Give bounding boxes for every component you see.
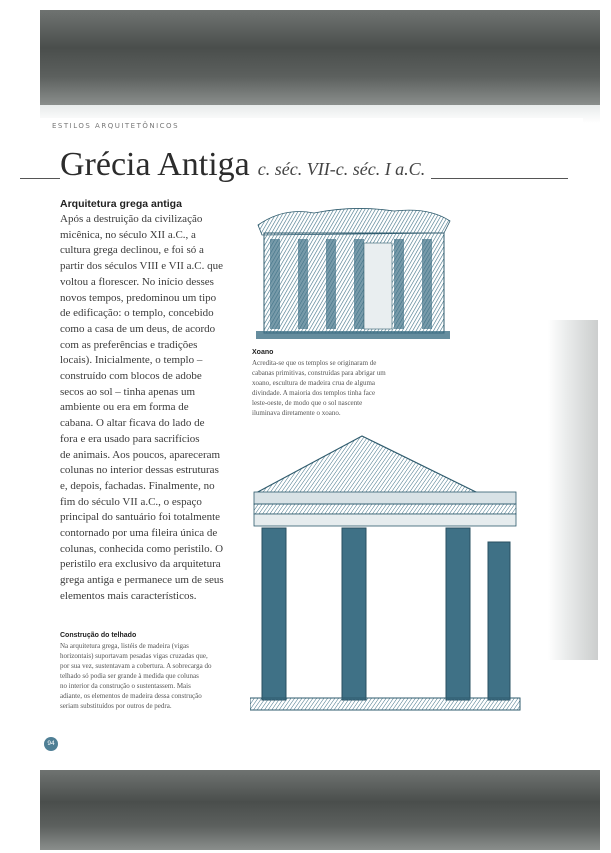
caption-xoano-title: Xoano	[252, 349, 274, 356]
temple-facade-illustration	[250, 432, 535, 714]
scan-shadow-right	[548, 320, 598, 660]
caption-line: horizontais) suportavam pesadas vigas cruzadas que,	[60, 652, 208, 660]
body-line: partir dos séculos VIII e VII a.C. que	[60, 260, 224, 273]
body-line: secos ao sol – tinha apenas um	[60, 385, 196, 398]
body-line: grega antiga e permanece um de seus	[60, 574, 224, 587]
body-line: construído com blocos de adobe	[60, 370, 202, 383]
body-line: peristilo era exclusivo da arquitetura	[60, 558, 221, 571]
body-line: Após a destruição da civilização	[60, 213, 203, 225]
body-line: contornado por uma fileira única de	[60, 527, 218, 540]
body-line: e, depois, fachadas. Finalmente, no	[60, 479, 215, 492]
caption-roof-title: Construção do telhado	[60, 632, 137, 639]
caption-line: cabanas primitivas, construídas para abrigar um	[252, 369, 386, 377]
title-period: c. séc. VII-c. séc. I a.C.	[257, 159, 426, 179]
body-line: colunas, conhecida como peristilo. O	[60, 542, 224, 555]
body-line: elementos mais característicos.	[60, 589, 197, 602]
body-line: cultura grega declinou, e foi só a	[60, 244, 204, 257]
caption-line: seriam substituídos por outros de pedra.	[60, 702, 172, 710]
scan-shadow-top	[40, 10, 600, 105]
caption-xoano-text	[252, 358, 414, 418]
section-label: ESTILOS ARQUITETÔNICOS	[52, 122, 180, 130]
caption-roof-text	[60, 641, 275, 711]
body-line: principal do santuário foi totalmente	[60, 511, 221, 524]
body-line: locais). Inicialmente, o templo –	[60, 354, 203, 367]
body-line: como a casa de um deus, de acordo	[60, 322, 216, 335]
scan-shadow-bottom	[40, 770, 600, 850]
section-subtitle: Arquitetura grega antiga	[60, 198, 182, 210]
body-line: voltou a florescer. No início desses	[60, 275, 214, 288]
caption-line: no interior da construção o sustentassem. Mais	[60, 682, 191, 690]
caption-line: divindade. A maioria dos templos tinha face	[252, 389, 376, 397]
body-line: novos tempos, predominou um tipo	[60, 291, 217, 304]
body-line: fora e era usado para sacrifícios	[60, 432, 200, 445]
body-line: cabana. O altar ficava do lado de	[60, 417, 205, 430]
body-line: ambiente ou era em forma de	[60, 401, 189, 414]
body-line: com as preferências e tradições	[60, 338, 198, 351]
caption-line: xoano, escultura de madeira crua de alguma	[252, 379, 376, 387]
caption-line: por sua vez, sustentavam a cobertura. A sobrecarga do	[60, 662, 212, 670]
title-main: Grécia Antiga	[60, 146, 250, 183]
hut-temple-illustration	[254, 203, 452, 343]
caption-line: adiante, os elementos de madeira dessa construção	[60, 692, 202, 700]
body-line: micênica, no século XII a.C., a	[60, 228, 196, 241]
body-line: fim do século VII a.C., o espaço	[60, 495, 202, 508]
body-line: de edificação: o templo, concebido	[60, 307, 214, 320]
caption-line: Acredita-se que os templos se originaram de	[252, 359, 377, 367]
caption-line: leste-oeste, de modo que o sol nascente	[252, 399, 363, 407]
caption-line: telhado só podia ser grande à medida que colunas	[60, 672, 199, 680]
caption-line: Na arquitetura grega, listéis de madeira (vigas	[60, 642, 189, 650]
page-number-badge: 94	[44, 737, 58, 751]
body-text	[60, 212, 232, 605]
caption-line: iluminava diretamente o xoano.	[252, 409, 341, 417]
page-title	[60, 146, 431, 184]
body-line: colunas no interior dessas estruturas	[60, 464, 219, 477]
body-line: de animais. Aos poucos, apareceram	[60, 448, 221, 461]
